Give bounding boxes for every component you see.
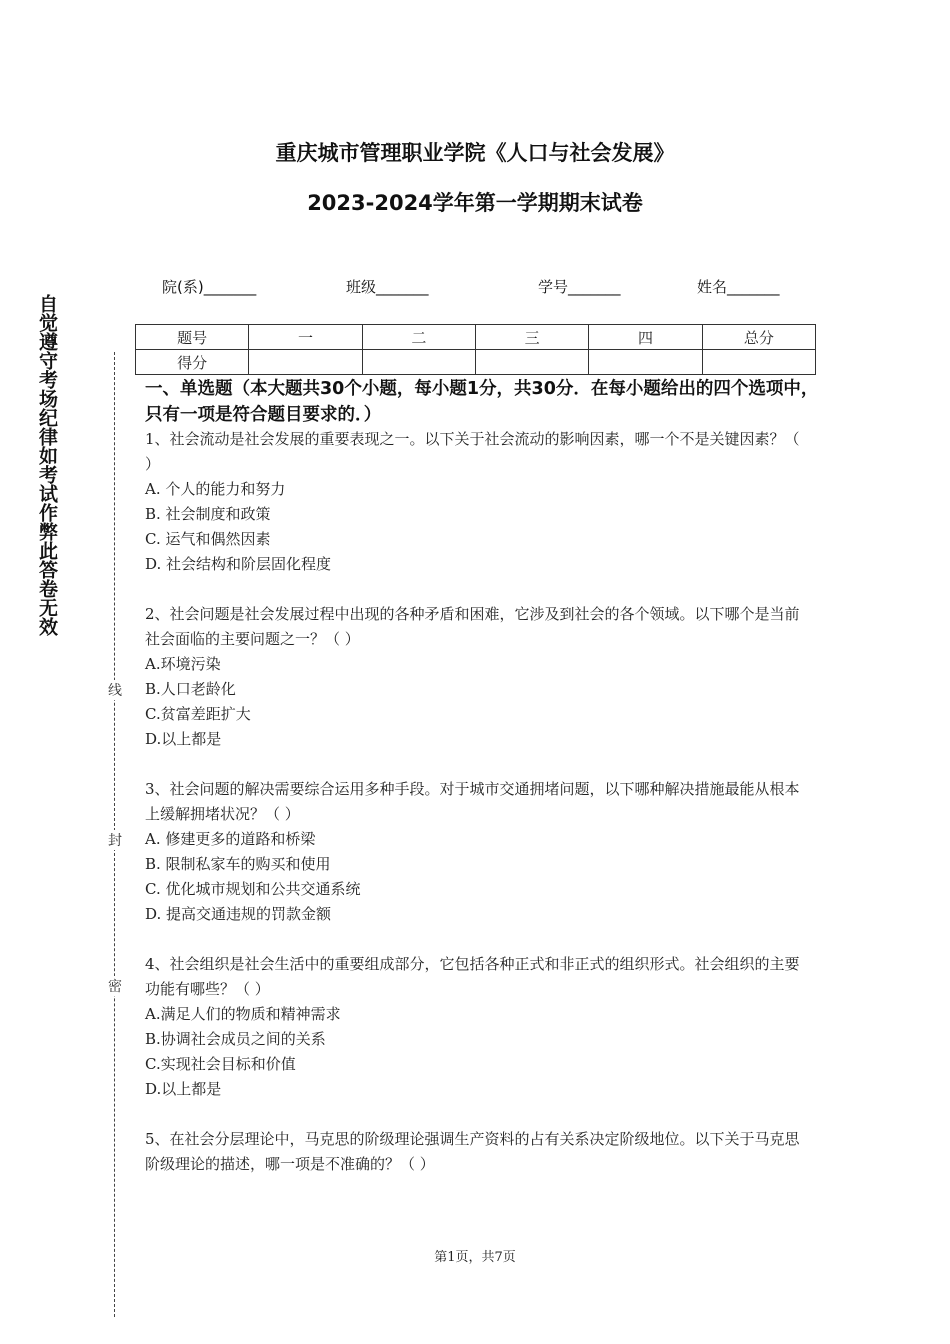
student-number-field[interactable]: 学号_______ bbox=[538, 278, 621, 296]
section-heading: 一、单选题（本大题共30个小题，每小题1分，共30分．在每小题给出的四个选项中，只有一项是符合题目要求的．） bbox=[145, 379, 819, 425]
score-header-cell: 四 bbox=[589, 325, 702, 350]
option-a: A. 个人的能力和努力 bbox=[145, 480, 286, 498]
score-header-cell: 一 bbox=[249, 325, 362, 350]
score-header-cell: 题号 bbox=[136, 325, 249, 350]
option-d: D.以上都是 bbox=[145, 1080, 222, 1098]
question-stem: 1、社会流动是社会发展的重要表现之一。以下关于社会流动的影响因素，哪一个不是关键因素？（ ） bbox=[145, 430, 800, 473]
question-list bbox=[145, 427, 810, 1202]
side-notice: 自觉遵守考场纪律如考试作弊此答卷无效 bbox=[36, 294, 58, 636]
question-stem: 4、社会组织是社会生活中的重要组成部分，它包括各种正式和非正式的组织形式。社会组织的主要功能有哪些？（ ） bbox=[145, 955, 800, 998]
score-table-score-row bbox=[136, 350, 816, 375]
option-d: D. 提高交通违规的罚款金额 bbox=[145, 905, 332, 923]
option-c: C.实现社会目标和价值 bbox=[145, 1055, 296, 1073]
option-b: B. 限制私家车的购买和使用 bbox=[145, 855, 331, 873]
option-b: B. 社会制度和政策 bbox=[145, 505, 271, 523]
score-cell[interactable] bbox=[589, 350, 702, 375]
score-row-label: 得分 bbox=[136, 350, 249, 375]
name-field[interactable]: 姓名_______ bbox=[697, 278, 780, 296]
score-table-header-row bbox=[136, 325, 816, 350]
score-cell[interactable] bbox=[249, 350, 362, 375]
question-5 bbox=[145, 1127, 810, 1177]
question-stem: 2、社会问题是社会发展过程中出现的各种矛盾和困难，它涉及到社会的各个领域。以下哪个是当前社会面临的主要问题之一？（ ） bbox=[145, 605, 800, 648]
option-c: C.贫富差距扩大 bbox=[145, 705, 251, 723]
option-b: B.协调社会成员之间的关系 bbox=[145, 1030, 326, 1048]
seal-mark-seal: 封 bbox=[106, 830, 124, 850]
seal-mark-line: 线 bbox=[106, 680, 124, 700]
question-4 bbox=[145, 952, 810, 1102]
option-c: C. 运气和偶然因素 bbox=[145, 530, 271, 548]
score-cell[interactable] bbox=[702, 350, 815, 375]
score-header-cell: 三 bbox=[475, 325, 588, 350]
exam-title-line1: 重庆城市管理职业学院《人口与社会发展》 bbox=[275, 141, 675, 165]
option-d: D.以上都是 bbox=[145, 730, 222, 748]
score-table bbox=[135, 324, 816, 375]
option-b: B.人口老龄化 bbox=[145, 680, 236, 698]
score-cell[interactable] bbox=[475, 350, 588, 375]
question-3 bbox=[145, 777, 810, 927]
question-stem: 5、在社会分层理论中，马克思的阶级理论强调生产资料的占有关系决定阶级地位。以下关于马克思阶级理论的描述，哪一项是不准确的？（ ） bbox=[145, 1130, 800, 1173]
seal-mark-secret: 密 bbox=[106, 976, 124, 996]
option-a: A. 修建更多的道路和桥梁 bbox=[145, 830, 316, 848]
option-c: C. 优化城市规划和公共交通系统 bbox=[145, 880, 361, 898]
question-stem: 3、社会问题的解决需要综合运用多种手段。对于城市交通拥堵问题，以下哪种解决措施最能从根本上缓解拥堵状况？（ ） bbox=[145, 780, 800, 823]
exam-title-line2: 2023-2024学年第一学期期末试卷 bbox=[307, 191, 643, 215]
option-a: A.满足人们的物质和精神需求 bbox=[145, 1005, 341, 1023]
option-d: D. 社会结构和阶层固化程度 bbox=[145, 555, 332, 573]
option-a: A.环境污染 bbox=[145, 655, 221, 673]
score-cell[interactable] bbox=[362, 350, 475, 375]
page-footer: 第1页，共7页 bbox=[434, 1250, 516, 1265]
question-1 bbox=[145, 427, 810, 577]
question-2 bbox=[145, 602, 810, 752]
department-field[interactable]: 院(系)_______ bbox=[162, 278, 257, 296]
class-field[interactable]: 班级_______ bbox=[346, 278, 429, 296]
score-header-cell: 二 bbox=[362, 325, 475, 350]
score-header-cell: 总分 bbox=[702, 325, 815, 350]
